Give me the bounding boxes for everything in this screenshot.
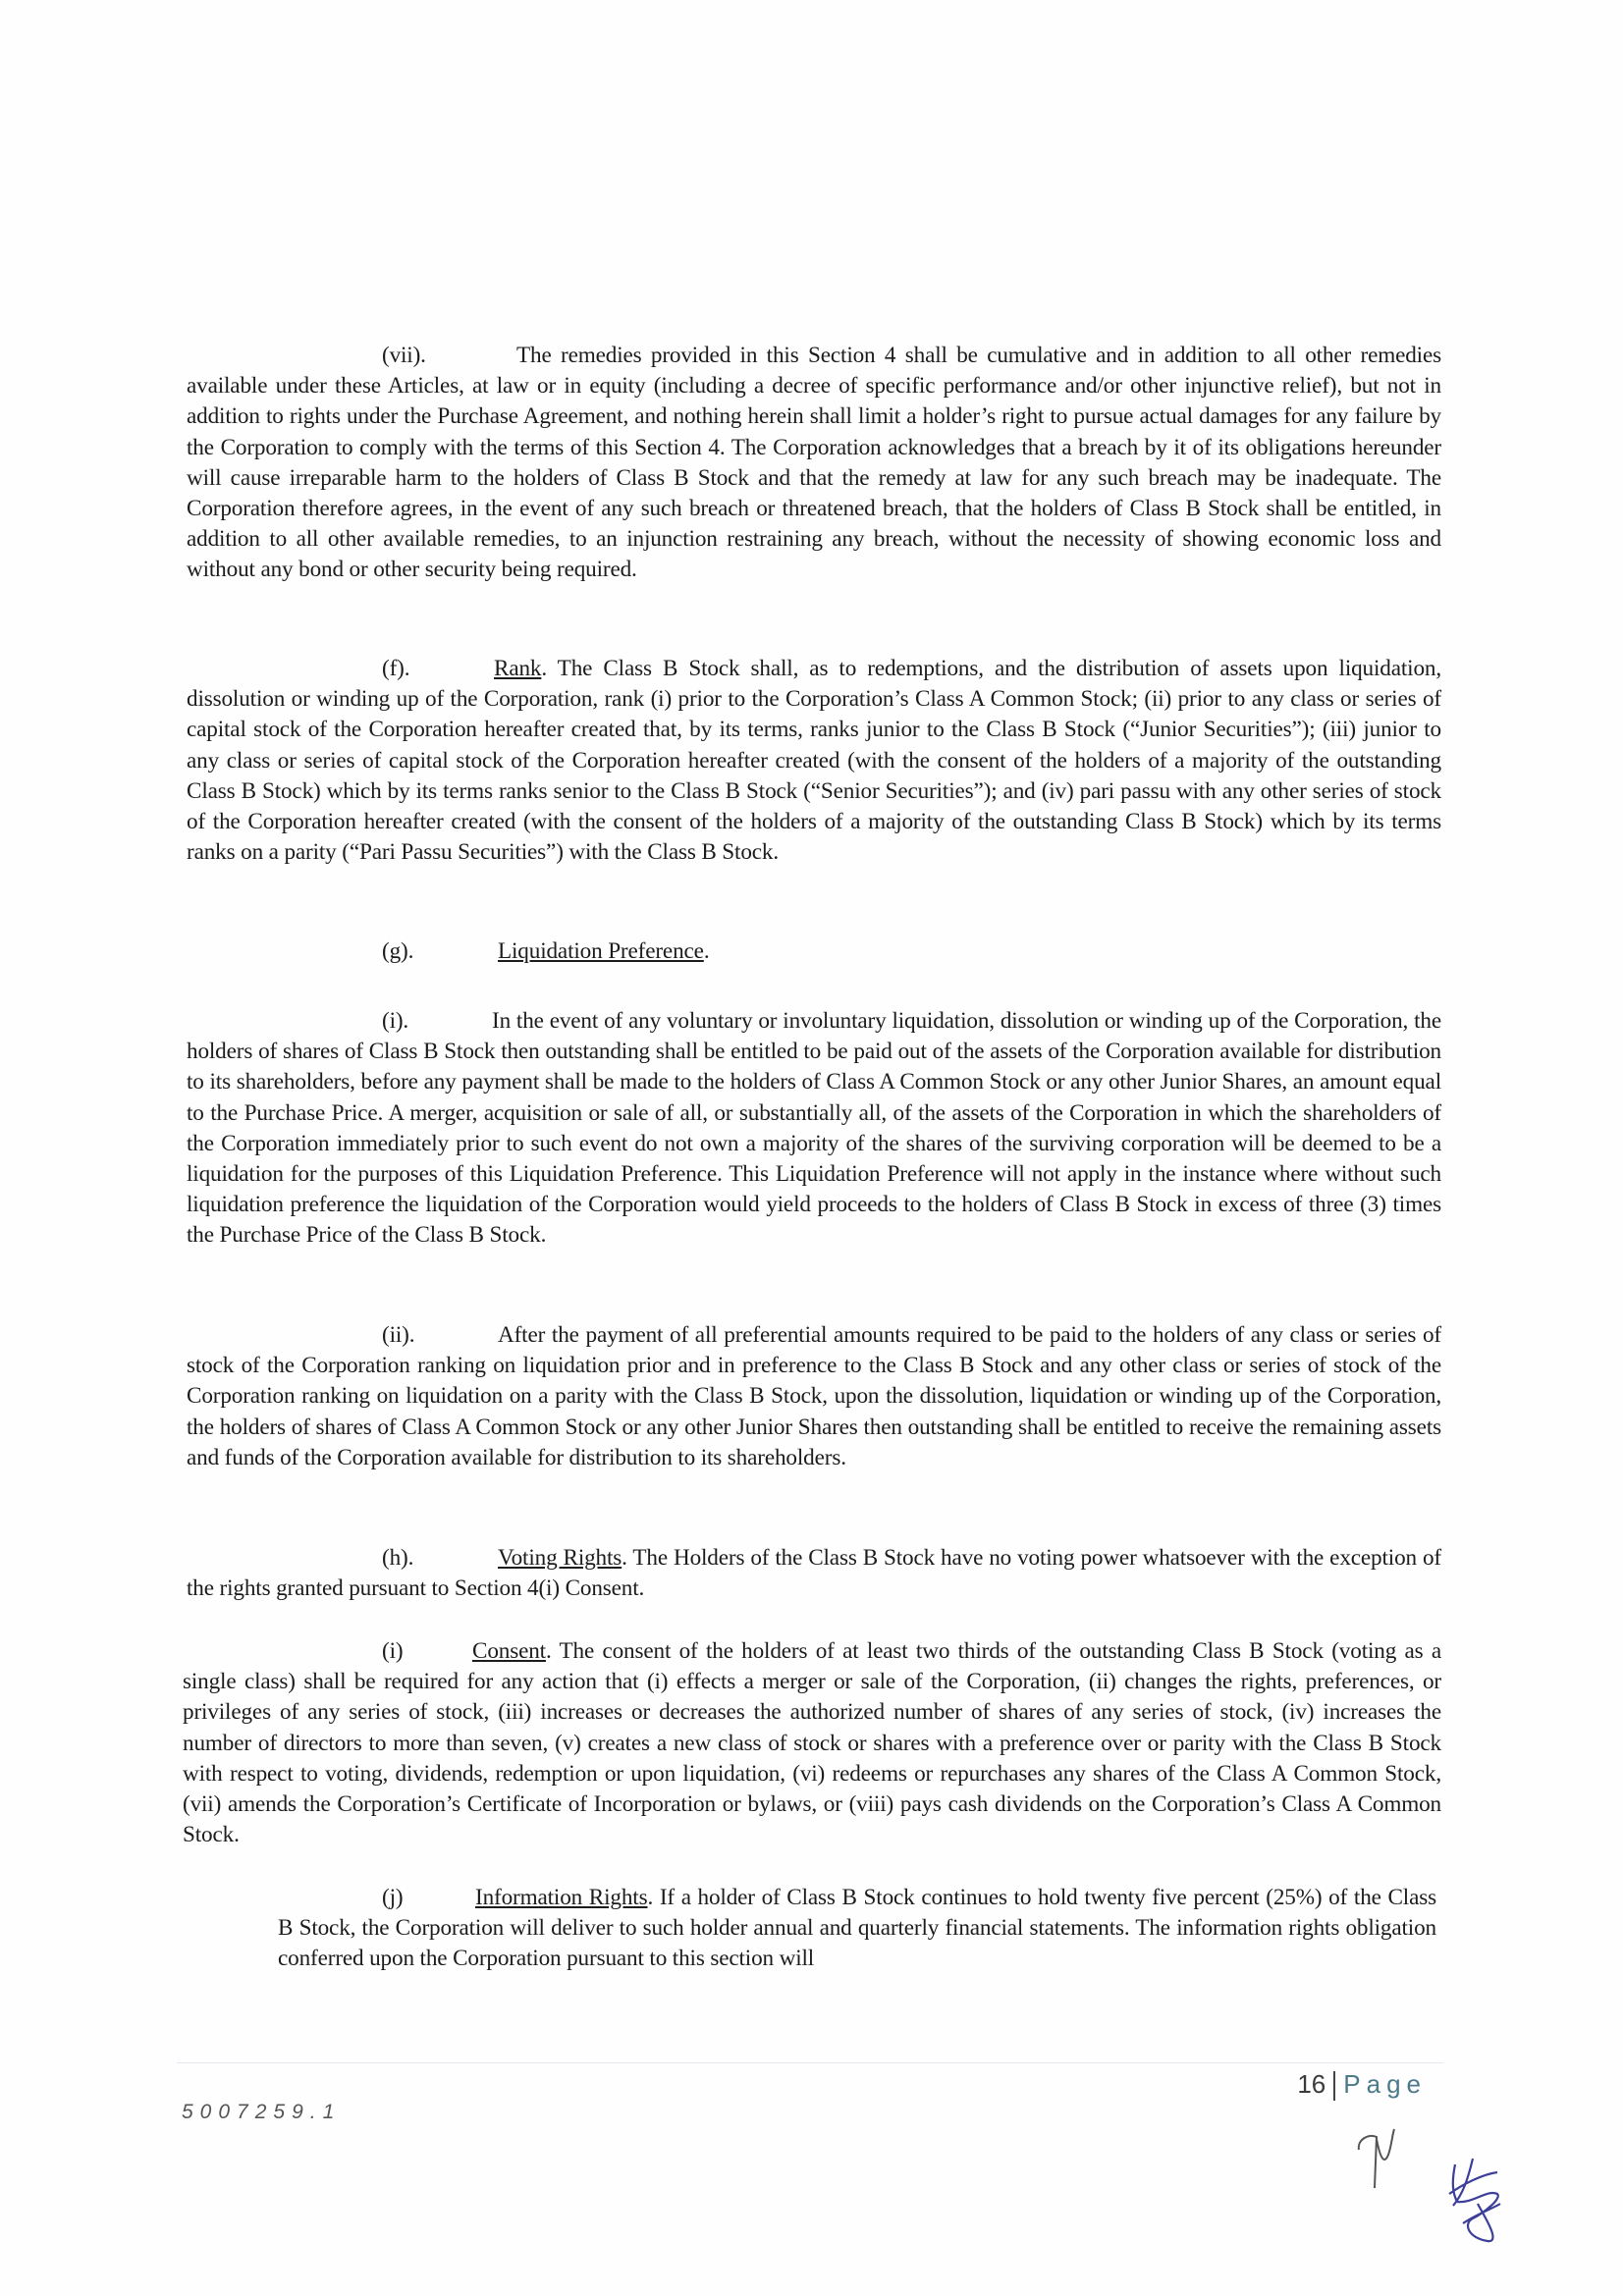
footer-divider <box>177 2062 1443 2063</box>
paragraph-label: (ii). <box>382 1322 415 1348</box>
section-heading: Information Rights <box>475 1885 648 1910</box>
paragraph-label: (i) <box>382 1638 404 1664</box>
paragraph-label: (j) <box>382 1885 404 1910</box>
paragraph-text: . The Holders of the Class B Stock have no voting power whatsoever with the exception of the rights granted pursuant to Section 4(i) Consent. <box>187 1545 1441 1602</box>
paragraph-text: In the event of any voluntary or involuntary liquidation, dissolution or winding up of the Corporation, the holders of shares of Class B Stock then outstanding shall be entitled to be paid out of the assets of the Corporation available for distribution to its shareholders, before any payment shall be made to the holders of Class A Common Stock or any other Junior Shares, an amount equal to the Purchase Price. A merger, acquisition or sale of all, or substantially all, of the assets of the Corporation in which the shareholders of the Corporation immediately prior to such event do not own a majority of the shares of the surviving corporation will be deemed to be a liquidation for the purposes of this Liquidation Preference. This Liquidation Preference will not apply in the instance where without such liquidation preference the liquidation of the Corporation would yield proceeds to the holders of Class B Stock in excess of three (3) times the Purchase Price of the Class B Stock. <box>187 1008 1441 1249</box>
page-number-value: 16 <box>1297 2069 1326 2099</box>
page-number-separator <box>1333 2071 1335 2101</box>
paragraph-text: After the payment of all preferential amounts required to be paid to the holders of any class or series of stock of the Corporation ranking on liquidation prior and in preference to the Class B Stock and any other class or series of stock of the Corporation ranking on liquidation on a parity with the Class B Stock, upon the dissolution, liquidation or winding up of the Corporation, the holders of shares of Class A Common Stock or any other Junior Shares then outstanding shall be entitled to receive the remaining assets and funds of the Corporation available for distribution to its shareholders. <box>187 1322 1441 1470</box>
page-number <box>1297 2069 1427 2101</box>
paragraph-label: (h). <box>382 1545 414 1571</box>
paragraph-text: The remedies provided in this Section 4 shall be cumulative and in addition to all other remedies available under these Articles, at law or in equity (including a decree of specific performance and/or other injunctive relief), but not in addition to rights under the Purchase Agreement, and nothing herein shall limit a holder’s right to pursue actual damages for any failure by the Corporation to comply with the terms of this Section 4. The Corporation acknowledges that a breach by it of its obligations hereunder will cause irreparable harm to the holders of Class B Stock and that the remedy at law for any such breach may be inadequate. The Corporation therefore agrees, in the event of any such breach or threatened breach, that the holders of Class B Stock shall be entitled, in addition to all other available remedies, to an injunction restraining any breach, without the necessity of showing economic loss and without any bond or other security being required. <box>187 343 1441 583</box>
signature-initials-2 <box>1443 2155 1512 2248</box>
paragraph-g-ii <box>187 1320 1441 1473</box>
paragraph-label: (g). <box>382 938 414 964</box>
paragraph-j-information-rights <box>278 1883 1436 1975</box>
signature-initials-1 <box>1355 2125 1414 2194</box>
paragraph-text: . The Class B Stock shall, as to redemptions, and the distribution of assets upon liquidation, dissolution or winding up of the Corporation, rank (i) prior to the Corporation’s Class A Common Stock; (ii) prior to any class or series of capital stock of the Corporation hereafter created that, by its terms, ranks junior to the Class B Stock (“Junior Securities”); (iii) junior to any class or series of capital stock of the Corporation hereafter created (with the consent of the holders of a majority of the outstanding Class B Stock) which by its terms ranks senior to the Class B Stock (“Senior Securities”); and (iv) pari passu with any other series of stock of the Corporation hereafter created (with the consent of the holders of a majority of the outstanding Class B Stock) which by its terms ranks on a parity (“Pari Passu Securities”) with the Class B Stock. <box>187 656 1441 866</box>
section-heading: Voting Rights <box>498 1545 622 1571</box>
paragraph-h-voting-rights <box>187 1543 1441 1604</box>
section-heading: Rank <box>494 656 542 681</box>
paragraph-label: (vii). <box>382 343 426 368</box>
paragraph-label: (f). <box>382 656 410 681</box>
paragraph-vii <box>187 341 1441 586</box>
page-label: Page <box>1343 2069 1427 2099</box>
section-heading: Liquidation Preference <box>498 938 704 964</box>
paragraph-text: . If a holder of Class B Stock continues to hold twenty five percent (25%) of the Class B Stock, the Corporation will deliver to such holder annual and quarterly financial statements. The information rights obligation conferred upon the Corporation pursuant to this section will <box>278 1885 1436 1972</box>
paragraph-i-consent <box>183 1636 1441 1850</box>
paragraph-label: (i). <box>382 1008 409 1034</box>
paragraph-g-i <box>187 1006 1441 1252</box>
paragraph-text: . <box>703 938 710 964</box>
section-heading: Consent <box>472 1638 546 1664</box>
paragraph-g-liquidation-preference <box>187 936 1441 967</box>
paragraph-text: . The consent of the holders of at least two thirds of the outstanding Class B Stock (voting as a single class) shall be required for any action that (i) effects a merger or sale of the Corporation, (ii) changes the rights, preferences, or privileges of any series of stock, (iii) increases or decreases the authorized number of shares of any series of stock, (iv) increases the number of directors to more than seven, (v) creates a new class of stock or shares with a preference over or parity with the Class B Stock with respect to voting, dividends, redemption or upon liquidation, (vi) redeems or repurchases any shares of the Class A Common Stock, (vii) amends the Corporation’s Certificate of Incorporation or bylaws, or (viii) pays cash dividends on the Corporation’s Class A Common Stock. <box>183 1638 1441 1848</box>
paragraph-f-rank <box>187 654 1441 868</box>
document-id: 5007259.1 <box>182 2101 342 2123</box>
